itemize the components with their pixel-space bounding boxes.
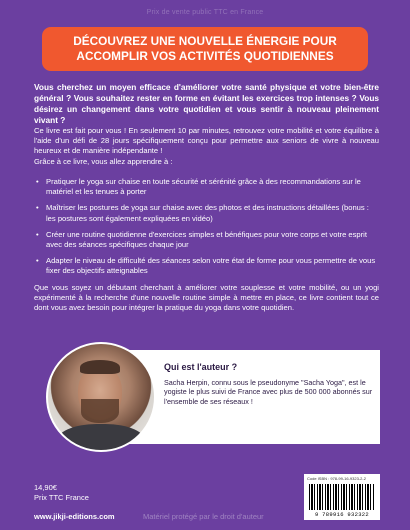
avatar-beard	[81, 399, 119, 423]
headline-line-2: ACCOMPLIR VOS ACTIVITÉS QUOTIDIENNES	[76, 49, 334, 63]
price-label: Prix TTC France	[34, 493, 89, 502]
avatar-hair	[80, 360, 120, 374]
bullet-icon: •	[36, 203, 39, 213]
price-block	[34, 483, 89, 503]
learning-list	[34, 177, 379, 283]
barcode-bars	[309, 484, 375, 510]
headline-text	[73, 34, 337, 64]
list-item-text: Adapter le niveau de difficulté des séances selon votre état de forme pour vous permettre de vous fixer des objectifs atteignables	[46, 256, 376, 276]
barcode-digits: 9 789916 932322	[314, 511, 369, 518]
list-item	[34, 230, 379, 250]
publisher-website: www.jikji-editions.com	[34, 512, 115, 521]
headline-banner	[42, 27, 368, 71]
author-bio: Sacha Herpin, connu sous le pseudonyme "Sacha Yoga", est le yogiste le plus suivi de France avec plus de 500 000 abonnés sur l'ensemble de ses réseaux !	[164, 378, 373, 406]
list-item	[34, 177, 379, 197]
top-caption: Prix de vente public TTC en France	[146, 9, 264, 16]
barcode	[304, 474, 380, 520]
list-item	[34, 203, 379, 223]
headline-line-1: DÉCOUVREZ UNE NOUVELLE ÉNERGIE POUR	[73, 34, 337, 48]
list-item	[34, 256, 379, 276]
author-heading: Qui est l'auteur ?	[164, 362, 238, 372]
paragraph-offer: Ce livre est fait pour vous ! En seulement 10 par minutes, retrouvez votre mobilité et votre équilibre à l'aide d'un défi de 28 jours spécifiquement conçu pour permettre aux seniors de vivre à nouveau heureux et de manière indépendante !	[34, 126, 379, 156]
price-amount: 14,90€	[34, 483, 57, 492]
intro-paragraph: Vous cherchez un moyen efficace d'améliorer votre santé physique et votre bien-être général ? Vous souhaitez rester en forme en évitant les exercices trop intenses ? Vous désirez un changement dans votre quotidien et vous sentir à nouveau pleinement vivant ?	[34, 82, 379, 125]
avatar-shirt	[56, 424, 146, 452]
bullet-icon: •	[36, 256, 39, 266]
bullet-icon: •	[36, 229, 39, 239]
list-item-text: Maîtriser les postures de yoga sur chaise avec des photos et des instructions détaillées (bonus : les postures sont également expliquées en vidéo)	[46, 203, 369, 223]
bullet-icon: •	[36, 177, 39, 186]
list-item-text: Créer une routine quotidienne d'exercices simples et bénéfiques pour votre corps et votre esprit avec des séances spécifiques chaque jour	[46, 229, 367, 250]
author-photo	[46, 342, 156, 452]
copyright-note: Matériel protégé par le droit d'auteur	[143, 512, 264, 521]
paragraph-closing: Que vous soyez un débutant cherchant à améliorer votre souplesse et votre mobilité, ou un yogi expérimenté à la recherche d'une nouvelle routine simple à mettre en place, ce livre contient tout ce dont vous avez besoin pour intégrer la pratique du yoga dans votre quotidien.	[34, 283, 379, 313]
paragraph-learn: Grâce à ce livre, vous allez apprendre à :	[34, 157, 173, 166]
list-item-text: Pratiquer le yoga sur chaise en toute sécurité et sérénité grâce à des recommandations sur le matériel et les tenues à porter	[46, 177, 361, 197]
barcode-caption: Code ISBN : 978-99-16-9323-2-2	[307, 476, 366, 481]
